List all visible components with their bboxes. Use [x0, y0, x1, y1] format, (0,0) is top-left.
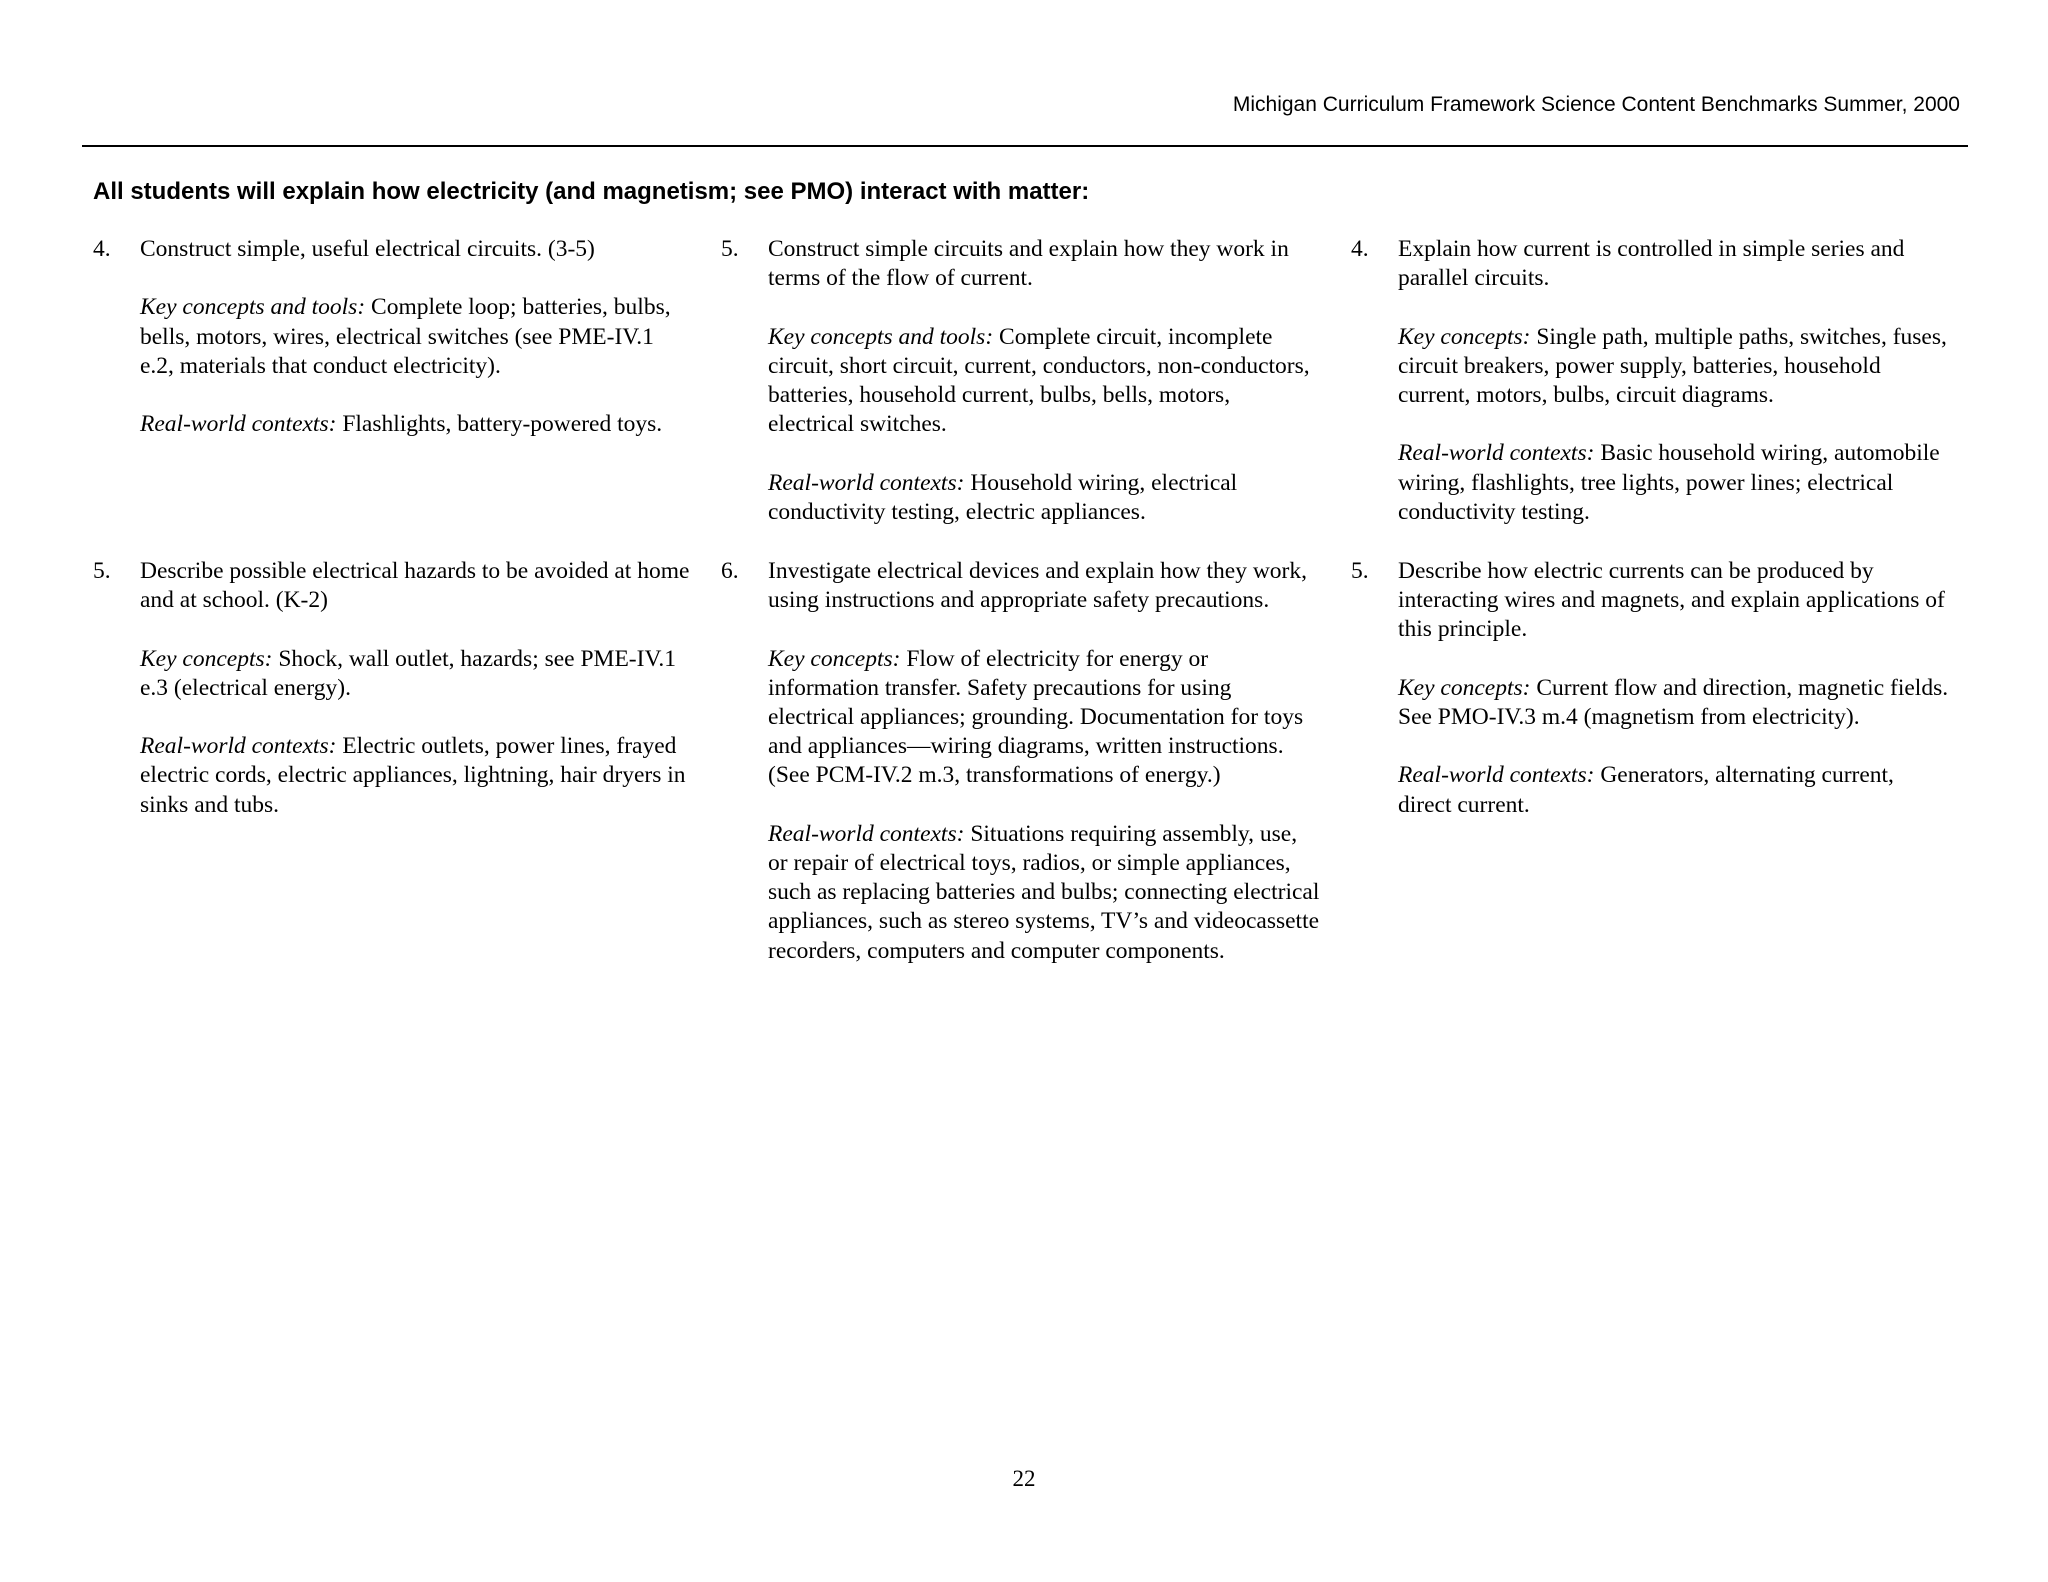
real-world-contexts-text: Household wiring, electrical conductivity testing, electric appliances.	[768, 469, 1238, 525]
real-world-contexts-label: Real-world contexts:	[768, 469, 965, 496]
real-world-contexts-text: Electric outlets, power lines, frayed electric cords, electric appliances, lightning, hair dryers in sinks and tubs.	[140, 733, 686, 818]
real-world-contexts-text: Flashlights, battery-powered toys.	[336, 411, 663, 438]
benchmark-statement: Describe possible electrical hazards to be avoided at home and at school. (K-2)	[140, 558, 690, 614]
real-world-contexts	[768, 820, 1321, 966]
real-world-contexts	[1398, 761, 1951, 819]
benchmark-number: 4.	[1351, 236, 1369, 262]
benchmark-item	[93, 235, 693, 439]
key-concepts	[140, 645, 693, 703]
real-world-contexts	[140, 732, 693, 820]
benchmark-number: 4.	[93, 236, 111, 262]
key-concepts-text: Complete circuit, incomplete circuit, short circuit, current, conductors, non-conductors, batteries, household current, bulbs, bells, motors, electrical switches.	[768, 323, 1310, 438]
key-concepts-label: Key concepts and tools:	[768, 323, 994, 350]
key-concepts	[768, 645, 1321, 791]
key-concepts-text: Flow of electricity for energy or information transfer. Safety precautions for using electrical appliances; grounding. Documentation for toys and appliances—wiring diagrams, written instructions. (See PCM-IV.2 m.3, transformations of energy.)	[768, 645, 1304, 789]
real-world-contexts	[768, 469, 1321, 527]
key-concepts	[1398, 674, 1951, 732]
real-world-contexts-label: Real-world contexts:	[140, 411, 337, 438]
real-world-contexts-label: Real-world contexts:	[140, 733, 337, 760]
key-concepts	[768, 323, 1321, 440]
benchmark-number: 5.	[1351, 558, 1369, 584]
real-world-contexts	[140, 410, 693, 439]
key-concepts-label: Key concepts:	[1398, 323, 1531, 350]
key-concepts-text: Single path, multiple paths, switches, fuses, circuit breakers, power supply, batteries, household current, motors, bulbs, circuit diagrams.	[1398, 323, 1947, 408]
real-world-contexts-text: Basic household wiring, automobile wiring, flashlights, tree lights, power lines; electrical conductivity testing.	[1398, 440, 1940, 525]
key-concepts-text: Shock, wall outlet, hazards; see PME-IV.1 e.3 (electrical energy).	[140, 645, 677, 701]
real-world-contexts-text: Generators, alternating current, direct current.	[1398, 762, 1894, 818]
header-divider	[82, 145, 1968, 147]
benchmark-item	[1351, 235, 1951, 527]
key-concepts-label: Key concepts:	[140, 645, 273, 672]
benchmark-item	[721, 235, 1321, 527]
key-concepts-label: Key concepts:	[768, 645, 901, 672]
key-concepts-text: Current flow and direction, magnetic fields. See PMO-IV.3 m.4 (magnetism from electricity).	[1398, 674, 1949, 730]
benchmark-statement: Explain how current is controlled in simple series and parallel circuits.	[1398, 236, 1905, 292]
real-world-contexts-text: Situations requiring assembly, use, or repair of electrical toys, radios, or simple appliances, such as replacing batteries and bulbs; connecting electrical appliances, such as stereo systems, TV’s and videocassette recorders, computers and computer components.	[768, 820, 1320, 964]
benchmark-number: 5.	[721, 236, 739, 262]
key-concepts-label: Key concepts and tools:	[140, 294, 366, 321]
real-world-contexts	[1398, 439, 1951, 527]
benchmark-statement: Investigate electrical devices and explain how they work, using instructions and appropriate safety precautions.	[768, 558, 1307, 614]
key-concepts-text: Complete loop; batteries, bulbs, bells, motors, wires, electrical switches (see PME-IV.1 e.2, materials that conduct electricity).	[140, 294, 671, 379]
key-concepts	[140, 293, 693, 381]
key-concepts	[1398, 323, 1951, 411]
benchmark-statement: Construct simple, useful electrical circuits. (3-5)	[140, 236, 595, 262]
real-world-contexts-label: Real-world contexts:	[1398, 762, 1595, 789]
section-heading: All students will explain how electricity (and magnetism; see PMO) interact with matter:	[93, 178, 1090, 205]
benchmark-item	[1351, 557, 1951, 820]
benchmark-statement: Construct simple circuits and explain how they work in terms of the flow of current.	[768, 236, 1289, 292]
benchmark-number: 6.	[721, 558, 739, 584]
page-header: Michigan Curriculum Framework Science Content Benchmarks Summer, 2000	[1232, 93, 1960, 116]
key-concepts-label: Key concepts:	[1398, 674, 1531, 701]
real-world-contexts-label: Real-world contexts:	[1398, 440, 1595, 467]
page-number: 22	[1012, 1466, 1036, 1491]
real-world-contexts-label: Real-world contexts:	[768, 820, 965, 847]
benchmark-item	[93, 557, 693, 820]
benchmark-number: 5.	[93, 558, 111, 584]
benchmark-item	[721, 557, 1321, 966]
benchmark-statement: Describe how electric currents can be produced by interacting wires and magnets, and explain applications of this principle.	[1398, 558, 1945, 643]
